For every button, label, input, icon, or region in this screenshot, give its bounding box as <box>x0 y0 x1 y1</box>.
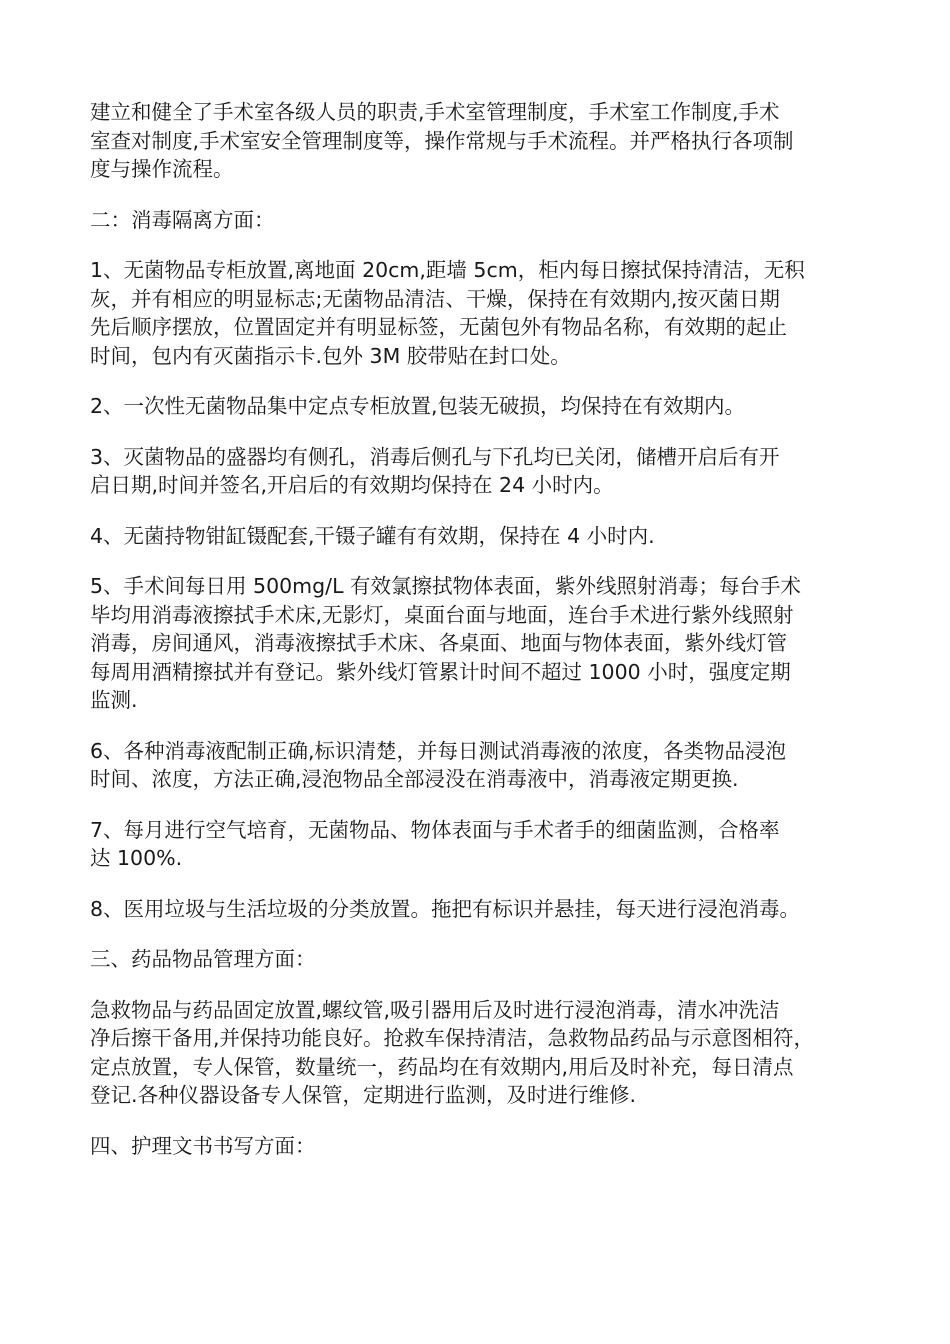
text-line: 急救物品与药品固定放置,螺纹管,吸引器用后及时进行浸泡消毒，清水冲洗洁 <box>90 997 780 1022</box>
text-line: 6、各种消毒液配制正确,标识清楚，并每日测试消毒液的浓度，各类物品浸泡 <box>90 738 787 763</box>
text-line: 时间、浓度，方法正确,浸泡物品全部浸没在消毒液中，消毒液定期更换. <box>90 767 739 791</box>
text-line: 5、手术间每日用 500mg/L 有效氯擦拭物体表面，紫外线照射消毒；每台手术 <box>90 574 802 598</box>
text-line: 1、无菌物品专柜放置,离地面 20cm,距墙 5cm，柜内每日擦拭保持清洁，无积 <box>90 258 805 282</box>
paragraph-item-7 <box>90 816 870 873</box>
text-line: 二：消毒隔离方面： <box>90 207 275 232</box>
text-line: 7、每月进行空气培育，无菌物品、物体表面与手术者手的细菌监测，合格率 <box>90 817 780 842</box>
text-line: 2、一次性无菌物品集中定点专柜放置,包装无破损，均保持在有效期内。 <box>90 394 746 418</box>
text-line: 度与操作流程。 <box>90 157 234 181</box>
paragraph-medicine <box>90 996 870 1110</box>
paragraph-intro <box>90 98 870 184</box>
text-line: 室查对制度,手术室安全管理制度等，操作常规与手术流程。并严格执行各项制 <box>90 128 794 153</box>
text-line: 定点放置，专人保管，数量统一，药品均在有效期内,用后及时补充，每日清点 <box>90 1054 794 1079</box>
text-line: 消毒，房间通风，消毒液擦拭手术床、各桌面、地面与物体表面，紫外线灯管 <box>90 631 787 655</box>
paragraph-item-3 <box>90 443 870 500</box>
text-line: 3、灭菌物品的盛器均有侧孔，消毒后侧孔与下孔均已关闭，储槽开启后有开 <box>90 444 780 469</box>
text-line: 建立和健全了手术室各级人员的职责,手术室管理制度，手术室工作制度,手术 <box>90 100 780 124</box>
text-line: 4、无菌持物钳缸镊配套,干镊子罐有有效期，保持在 4 小时内. <box>90 523 655 548</box>
paragraph-item-8 <box>90 895 870 924</box>
text-line: 先后顺序摆放，位置固定并有明显标签，无菌包外有物品名称，有效期的起止 <box>90 315 787 339</box>
text-line: 启日期,时间并签名,开启后的有效期均保持在 24 小时内。 <box>90 473 614 497</box>
paragraph-item-2 <box>90 392 870 421</box>
paragraph-item-6 <box>90 737 870 794</box>
section-heading-medicine <box>90 945 870 974</box>
text-line: 每周用酒精擦拭并有登记。紫外线灯管累计时间不超过 1000 小时，强度定期 <box>90 659 791 684</box>
text-line: 登记.各种仪器设备专人保管，定期进行监测，及时进行维修. <box>90 1083 637 1107</box>
paragraph-item-5 <box>90 572 870 715</box>
text-line: 8、医用垃圾与生活垃圾的分类放置。拖把有标识并悬挂，每天进行浸泡消毒。 <box>90 896 801 921</box>
section-heading-nursing-records <box>90 1132 870 1161</box>
section-heading-disinfection <box>90 206 870 235</box>
text-line: 时间，包内有灭菌指示卡.包外 3M 胶带贴在封口处。 <box>90 343 571 368</box>
paragraph-item-4 <box>90 522 870 551</box>
text-line: 净后擦干备用,并保持功能良好。抢救车保持清洁，急救物品药品与示意图相符， <box>90 1026 815 1050</box>
text-line: 毕均用消毒液擦拭手术床,无影灯，桌面台面与地面，连台手术进行紫外线照射 <box>90 602 794 627</box>
text-line: 监测. <box>90 688 138 712</box>
text-line: 四、护理文书书写方面： <box>90 1133 316 1158</box>
text-line: 达 100%. <box>90 846 183 870</box>
text-line: 三、药品物品管理方面： <box>90 947 316 971</box>
text-line: 灰，并有相应的明显标志;无菌物品清洁、干燥，保持在有效期内,按灭菌日期 <box>90 286 780 311</box>
paragraph-item-1 <box>90 256 870 370</box>
